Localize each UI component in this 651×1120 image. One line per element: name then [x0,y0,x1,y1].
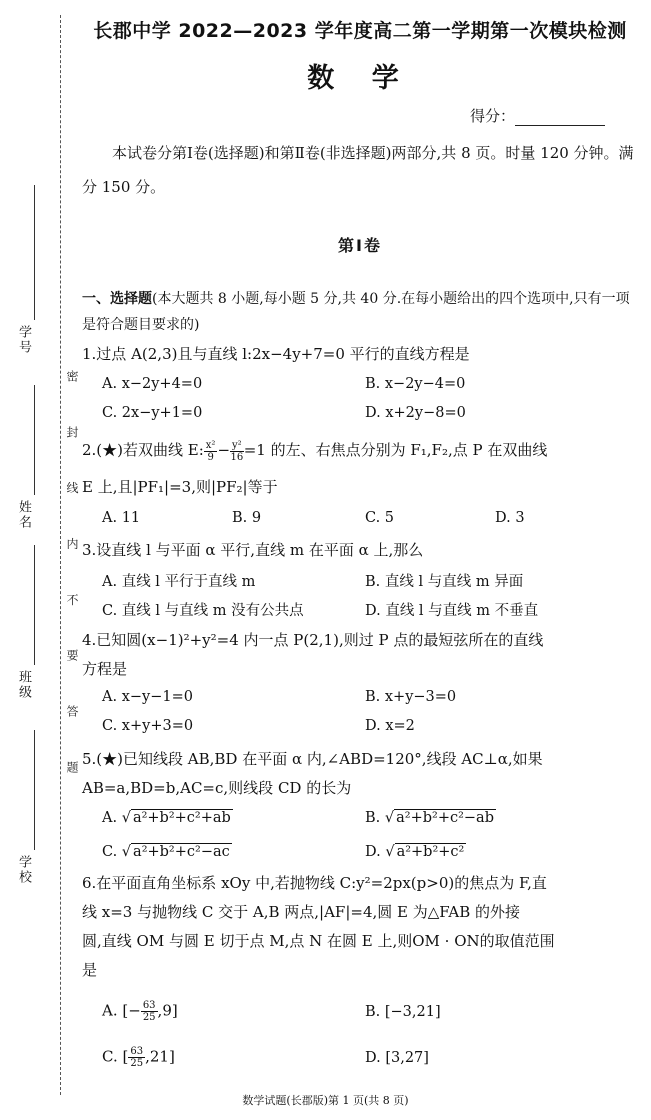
seal-dashed-line [60,15,61,1095]
q3-option-d: D. 直线 l 与直线 m 不垂直 [365,603,539,619]
field-label-student-id: 学号 [16,325,31,355]
subject-title: 数 学 [307,63,413,94]
question-5-stem-cont: AB=a,BD=b,AC=c,则线段 CD 的长为 [82,779,352,797]
q6-option-a [102,1000,178,1023]
q2-option-d: D. 3 [495,510,525,526]
section-label: 一、选择题 [82,291,152,307]
question-4-stem-cont: 方程是 [82,660,128,678]
q6-option-a-pre: [− [122,1001,141,1020]
score-field [470,105,605,126]
page-footer: 数学试题(长郡版)第 1 页(共 8 页) [242,1094,409,1107]
q6-option-a-post: ,9] [157,1001,178,1020]
question-5-stem: 5.(★)已知线段 AB,BD 在平面 α 内,∠ABD=120°,线段 AC⊥α,如果 [82,750,543,768]
question-2-stem-cont: E 上,且|PF₁|=3,则|PF₂|等于 [82,478,278,496]
q6-option-c-post: ,21] [145,1047,175,1066]
q5-option-a: A. √ a²+b²+c²+ab [102,810,231,826]
q6-option-a-num: 63 [142,1000,156,1011]
name-line [34,385,35,495]
field-label-school: 学校 [16,855,31,885]
q6-option-a-den: 25 [142,1012,156,1023]
q2-option-a: A. 11 [102,510,141,526]
q3-option-b: B. 直线 l 与直线 m 异面 [365,574,524,590]
q6-option-b: B. [−3,21] [365,1004,441,1020]
school-line [34,730,35,850]
section-description: (本大题共 8 小题,每小题 5 分,共 40 分.在每小题给出的四个选项中,只有一项是符合题目要求的) [82,291,630,333]
q4-option-a: A. x−y−1=0 [102,689,193,705]
q5-option-d-label: D. [365,844,381,860]
q6-option-a-fraction [141,1000,158,1023]
question-4-stem: 4.已知圆(x−1)²+y²=4 内一点 P(2,1),则过 P 点的最短弦所在的直线 [82,631,544,649]
section-header [82,286,638,338]
q6-option-c-pre: [ [122,1047,129,1066]
q5-option-b-label: B. [365,810,381,826]
q2-stem-part-b: =1 的左、右焦点分别为 F₁,F₂,点 P 在双曲线 [243,441,548,459]
q6-option-d: D. [3,27] [365,1050,429,1066]
class-line [34,545,35,665]
q1-option-a: A. x−2y+4=0 [102,376,203,392]
q3-option-a: A. 直线 l 平行于直线 m [102,574,256,590]
q2-frac2-num: y² [232,439,242,451]
student-id-line [34,185,35,320]
q2-frac1-num: x² [205,439,216,451]
question-6-stem-cont-2: 圆,直线 OM 与圆 E 切于点 M,点 N 在圆 E 上,则OM · ON的取值范围 [82,932,555,950]
q2-option-c: C. 5 [365,510,395,526]
seal-warning-text: 密 封 线 内 不 要 答 题 [65,370,79,793]
q5-option-d-radicand: a²+b²+c² [396,844,465,860]
question-2-stem: 2.(★)若双曲线 E: $\frac{\text{x²}}{9}$ − $\frac{\text{y²}}{16}$ =1 的左、右焦点分别为 F₁,F₂,点 P 在双曲线 [82,439,548,463]
question-1-stem: 1.过点 A(2,3)且与直线 l:2x−4y+7=0 平行的直线方程是 [82,345,470,363]
q2-fraction-x [204,440,218,463]
q6-option-c-num: 63 [130,1046,144,1057]
q6-option-a-label: A. [102,1001,118,1020]
q4-option-b: B. x+y−3=0 [365,689,457,705]
score-label: 得分： [470,107,516,125]
q6-option-c-fraction [128,1046,145,1069]
part-title: 第Ⅰ卷 [338,236,382,255]
q5-option-c-label: C. [102,844,118,860]
q5-option-a-radicand: a²+b²+c²+ab [132,810,231,826]
exam-instructions: 本试卷分第Ⅰ卷(选择题)和第Ⅱ卷(非选择题)两部分,共 8 页。时量 120 分钟。满分 150 分。 [82,144,634,196]
q1-option-b: B. x−2y−4=0 [365,376,466,392]
exam-title: 长郡中学 2022—2023 学年度高二第一学期第一次模块检测 [93,20,627,42]
question-3-stem: 3.设直线 l 与平面 α 平行,直线 m 在平面 α 上,那么 [82,541,424,559]
q4-option-d: D. x=2 [365,718,415,734]
q5-option-b: B. √ a²+b²+c²−ab [365,810,494,826]
q6-option-c [102,1046,175,1069]
q5-option-c-radicand: a²+b²+c²−ac [133,844,230,860]
q5-option-d: D. √ a²+b²+c² [365,844,465,860]
question-6-stem-cont-3: 是 [82,961,98,979]
binding-margin [0,0,79,1120]
q2-option-b: B. 9 [232,510,262,526]
field-label-name: 姓名 [16,500,31,530]
q1-option-c: C. 2x−y+1=0 [102,405,203,421]
q2-frac2-den: 16 [230,451,244,463]
q6-option-c-den: 25 [130,1058,144,1069]
q2-frac1-den: 9 [207,451,214,463]
q5-option-c: C. √ a²+b²+c²−ac [102,844,230,860]
score-blank [515,111,605,126]
question-6-stem: 6.在平面直角坐标系 xOy 中,若抛物线 C:y²=2px(p>0)的焦点为 F,直 [82,874,547,892]
q4-option-c: C. x+y+3=0 [102,718,194,734]
q3-option-c: C. 直线 l 与直线 m 没有公共点 [102,603,304,619]
question-6-stem-cont-1: 线 x=3 与抛物线 C 交于 A,B 两点,|AF|=4,圆 E 为△FAB 的外接 [82,903,521,921]
q1-option-d: D. x+2y−8=0 [365,405,466,421]
q5-option-b-radicand: a²+b²+c²−ab [396,810,494,826]
q2-fraction-y [230,440,244,463]
q6-option-c-label: C. [102,1047,118,1066]
q2-stem-part-a: 2.(★)若双曲线 E: [82,441,204,459]
q5-option-a-label: A. [102,810,118,826]
field-label-class: 班级 [16,670,31,700]
